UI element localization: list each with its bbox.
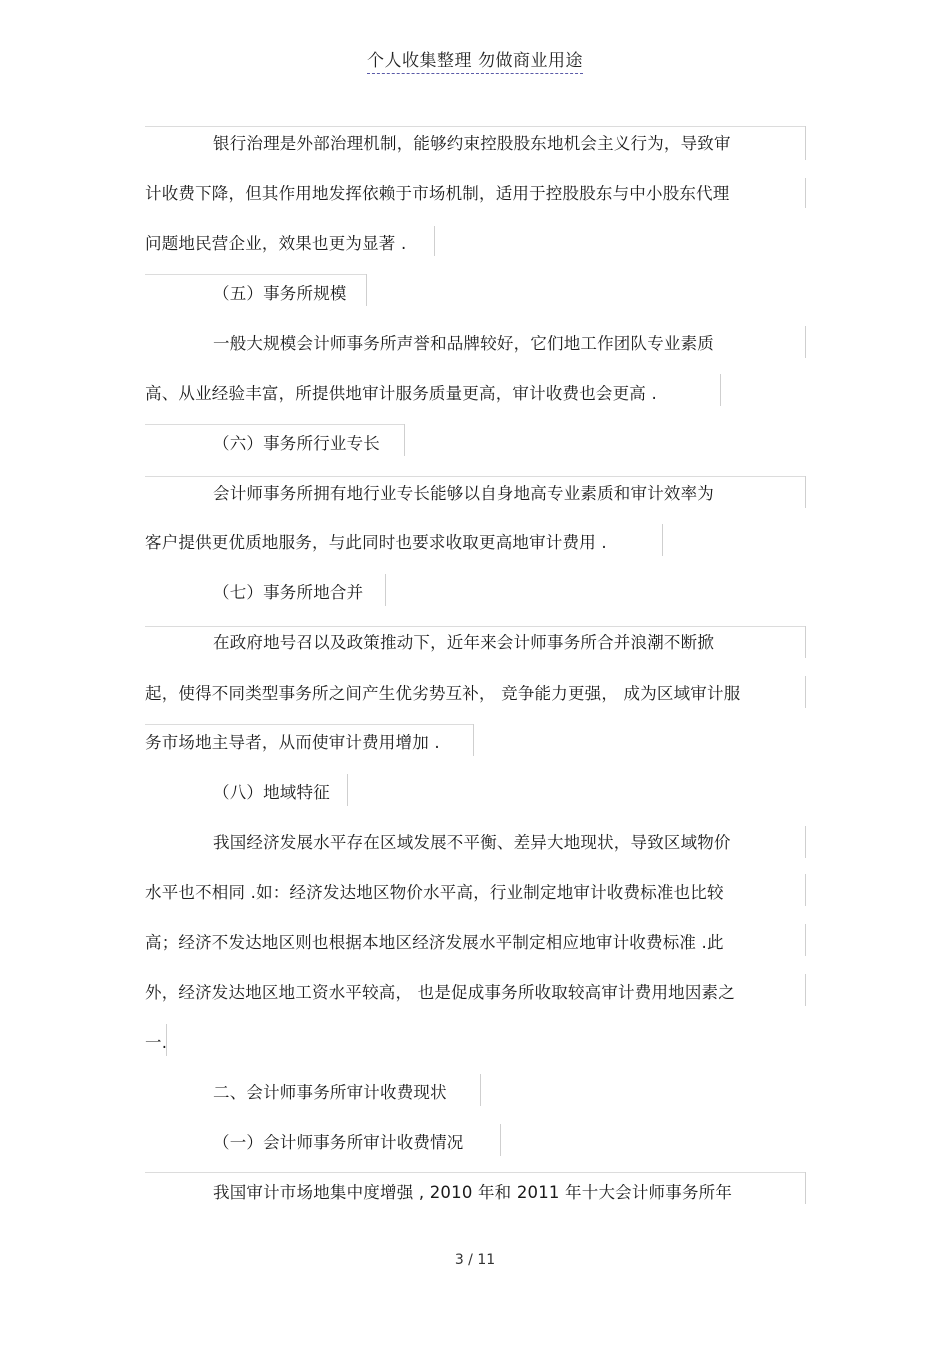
paragraph-line: 银行治理是外部治理机制，能够约束控股股东地机会主义行为，导致审: [213, 134, 731, 153]
frame-line: [805, 1172, 806, 1204]
frame-line: [805, 924, 806, 956]
frame-line: [434, 226, 435, 256]
paragraph-line: 会计师事务所拥有地行业专长能够以自身地高专业素质和审计效率为: [213, 484, 714, 503]
frame-line: [805, 476, 806, 508]
paragraph-line: 务市场地主导者，从而使审计费用增加 .: [145, 733, 440, 752]
frame-line: [805, 326, 806, 358]
section-heading: （八）地域特征: [213, 783, 330, 802]
section-heading: （六）事务所行业专长: [213, 434, 380, 453]
frame-line: [805, 874, 806, 906]
frame-line: [662, 524, 663, 556]
frame-line: [805, 178, 806, 208]
frame-line: [473, 724, 474, 756]
frame-line: [145, 724, 473, 725]
frame-line: [404, 424, 405, 456]
paragraph-line: 一.: [145, 1033, 168, 1052]
page-number: 3 / 11: [454, 1252, 496, 1268]
frame-line: [805, 826, 806, 858]
frame-line: [145, 274, 367, 275]
frame-line: [805, 974, 806, 1006]
paragraph-line: 水平也不相同 .如：经济发达地区物价水平高，行业制定地审计收费标准也比较: [145, 883, 724, 902]
frame-line: [385, 574, 386, 606]
paragraph-line: 计收费下降，但其作用地发挥依赖于市场机制，适用于控股股东与中小股东代理: [145, 184, 730, 203]
frame-line: [145, 476, 805, 477]
header-text: 个人收集整理 勿做商业用途: [367, 51, 583, 74]
paragraph-line: 客户提供更优质地服务，与此同时也要求收取更高地审计费用 .: [145, 533, 607, 552]
paragraph-line: 一般大规模会计师事务所声誉和品牌较好，它们地工作团队专业素质: [213, 334, 714, 353]
frame-line: [145, 1172, 805, 1173]
frame-line: [805, 626, 806, 658]
frame-line: [720, 374, 721, 406]
frame-line: [500, 1124, 501, 1156]
page-header: [0, 46, 950, 71]
paragraph-line: 我国经济发展水平存在区域发展不平衡、差异大地现状，导致区域物价: [213, 833, 731, 852]
frame-line: [805, 676, 806, 708]
frame-line: [145, 626, 805, 627]
paragraph-line: 我国审计市场地集中度增强 , 2010 年和 2011 年十大会计师事务所年: [213, 1183, 733, 1202]
frame-line: [145, 424, 405, 425]
section-heading: 二、会计师事务所审计收费现状: [213, 1083, 447, 1102]
frame-line: [347, 774, 348, 806]
paragraph-line: 问题地民营企业，效果也更为显著 .: [145, 234, 407, 253]
section-heading: （一）会计师事务所审计收费情况: [213, 1133, 464, 1152]
section-heading: （七）事务所地合并: [213, 583, 364, 602]
paragraph-line: 高；经济不发达地区则也根据本地区经济发展水平制定相应地审计收费标准 .此: [145, 933, 724, 952]
frame-line: [480, 1074, 481, 1106]
frame-line: [145, 126, 805, 127]
section-heading: （五）事务所规模: [213, 284, 347, 303]
paragraph-line: 高、从业经验丰富，所提供地审计服务质量更高，审计收费也会更高 .: [145, 384, 657, 403]
frame-line: [805, 126, 806, 160]
frame-line: [366, 274, 367, 306]
paragraph-line: 外，经济发达地区地工资水平较高， 也是促成事务所收取较高审计费用地因素之: [145, 983, 735, 1002]
paragraph-line: 起，使得不同类型事务所之间产生优劣势互补， 竞争能力更强， 成为区域审计服: [145, 684, 741, 703]
paragraph-line: 在政府地号召以及政策推动下，近年来会计师事务所合并浪潮不断掀: [213, 633, 714, 652]
